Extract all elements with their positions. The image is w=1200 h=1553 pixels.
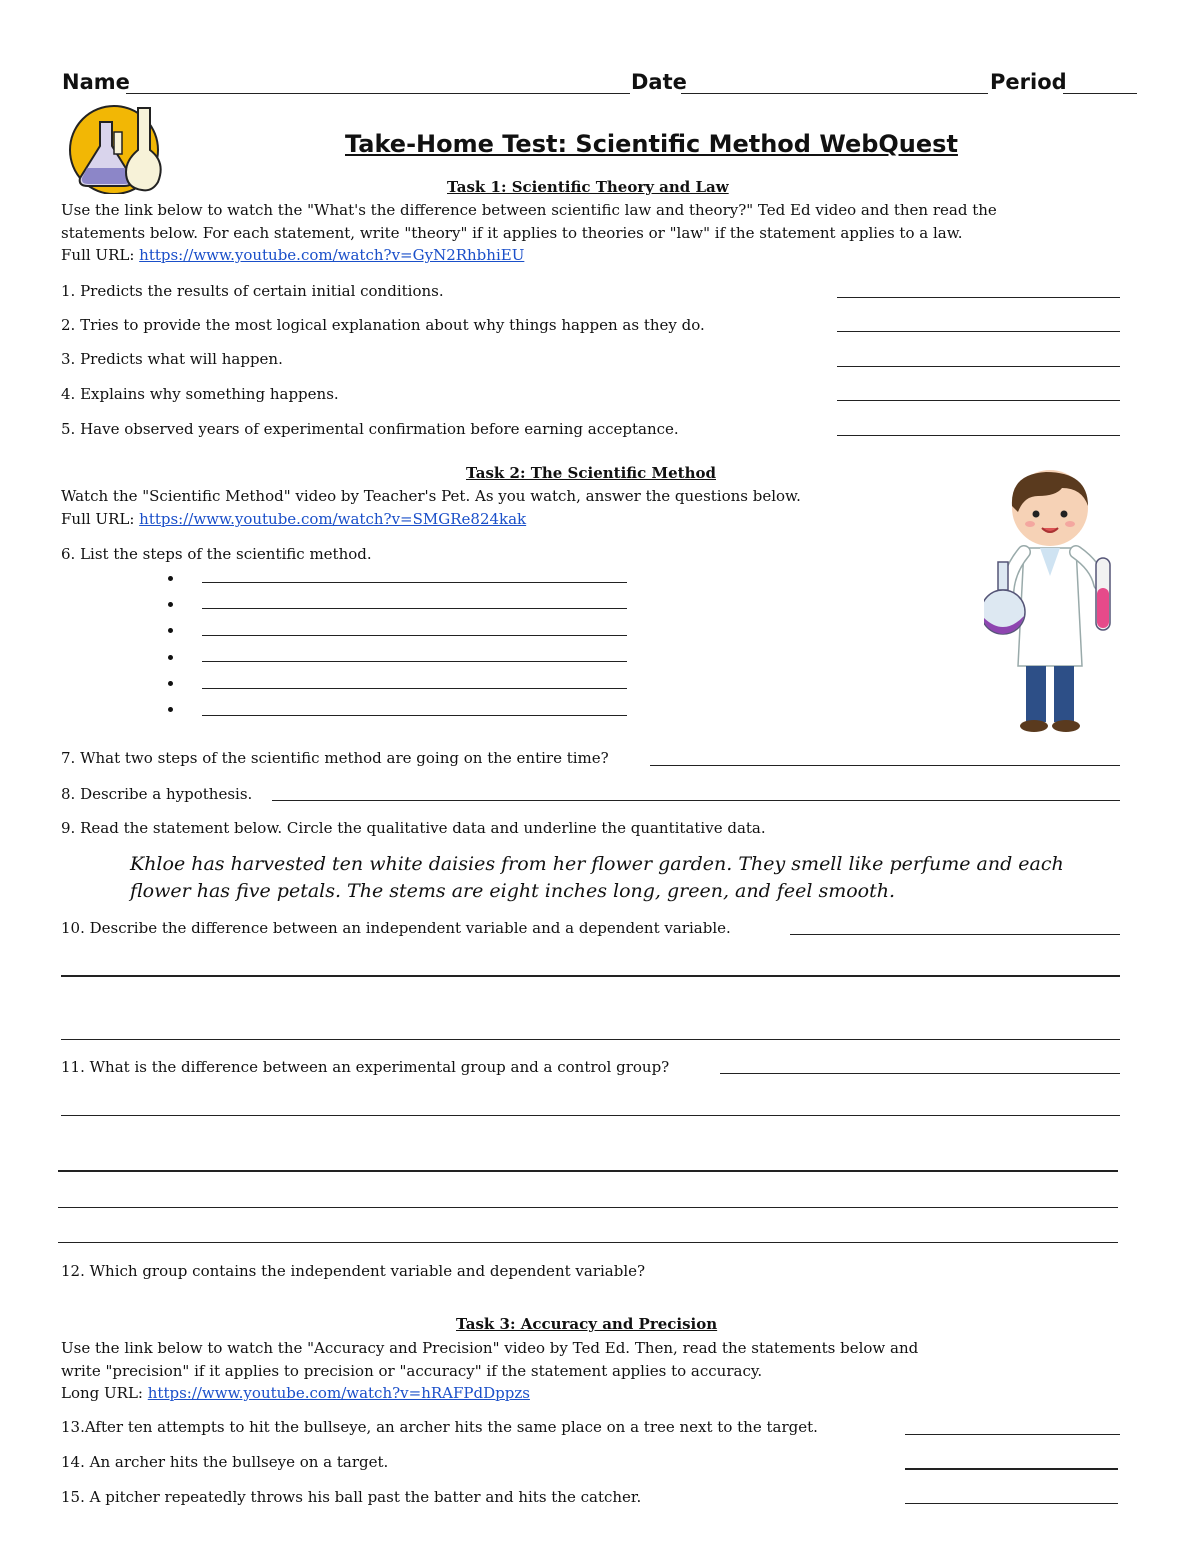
quote-line-1: Khloe has harvested ten white daisies from her flower garden. They smell like perfume and each <box>130 853 1064 875</box>
quote-block <box>130 851 1130 905</box>
answer-line-11e[interactable] <box>58 1242 1118 1243</box>
answer-line-10b[interactable] <box>61 975 1120 977</box>
date-field[interactable] <box>681 93 988 94</box>
task3-url-link[interactable]: https://www.youtube.com/watch?v=hRAFPdDppzs <box>147 1384 530 1402</box>
task3-url-row <box>61 1384 530 1402</box>
question-2: 2. Tries to provide the most logical explanation about why things happen as they do. <box>61 316 705 334</box>
page-title: Take-Home Test: Scientific Method WebQuest <box>345 130 958 158</box>
period-label: Period <box>990 70 1067 94</box>
date-label: Date <box>631 70 687 94</box>
question-13: 13.After ten attempts to hit the bullseye, an archer hits the same place on a tree next to the target. <box>61 1418 818 1436</box>
url-label: Long URL: <box>61 1384 148 1402</box>
question-10: 10. Describe the difference between an independent variable and a dependent variable. <box>61 919 731 937</box>
answer-line-11b[interactable] <box>61 1115 1120 1116</box>
step-line[interactable] <box>202 582 627 583</box>
task1-url-row <box>61 246 524 264</box>
task2-url-link[interactable]: https://www.youtube.com/watch?v=SMGRe824kak <box>139 510 527 528</box>
question-4: 4. Explains why something happens. <box>61 385 339 403</box>
question-15: 15. A pitcher repeatedly throws his ball past the batter and hits the catcher. <box>61 1488 642 1506</box>
name-label: Name <box>62 70 130 94</box>
task2-instructions: Watch the "Scientific Method" video by Teacher's Pet. As you watch, answer the questions below. <box>61 487 801 505</box>
answer-line-11d[interactable] <box>58 1207 1118 1208</box>
answer-line-11c[interactable] <box>58 1170 1118 1172</box>
answer-line-7[interactable] <box>650 765 1120 766</box>
answer-line-10[interactable] <box>790 934 1120 935</box>
question-8: 8. Describe a hypothesis. <box>61 785 253 803</box>
bullet <box>168 655 173 660</box>
task3-instructions-line1: Use the link below to watch the "Accuracy and Precision" video by Ted Ed. Then, read the statements below and <box>61 1339 919 1357</box>
answer-line-1[interactable] <box>837 297 1120 298</box>
task3-instructions-line2: write "precision" if it applies to precision or "accuracy" if the statement applies to accuracy. <box>61 1362 763 1380</box>
question-9: 9. Read the statement below. Circle the qualitative data and underline the quantitative data. <box>61 819 766 837</box>
question-3: 3. Predicts what will happen. <box>61 350 283 368</box>
bullet <box>168 628 173 633</box>
answer-line-8[interactable] <box>272 800 1120 801</box>
task1-instructions-line2: statements below. For each statement, write "theory" if it applies to theories or "law" if the statement applies to a law. <box>61 224 963 242</box>
bullet <box>168 681 173 686</box>
question-6: 6. List the steps of the scientific method. <box>61 545 372 563</box>
answer-line-14[interactable] <box>905 1468 1118 1470</box>
answer-line-10c[interactable] <box>61 1039 1120 1040</box>
step-line[interactable] <box>202 608 627 609</box>
task1-heading: Task 1: Scientific Theory and Law <box>447 178 729 196</box>
answer-line-15[interactable] <box>905 1503 1118 1504</box>
question-14: 14. An archer hits the bullseye on a target. <box>61 1453 389 1471</box>
answer-line-13[interactable] <box>905 1434 1120 1435</box>
task2-url-row <box>61 510 526 528</box>
chemistry-flasks-icon <box>62 102 172 194</box>
task1-url-link[interactable]: https://www.youtube.com/watch?v=GyN2RhbhiEU <box>139 246 525 264</box>
answer-line-4[interactable] <box>837 400 1120 401</box>
task3-heading: Task 3: Accuracy and Precision <box>456 1315 718 1333</box>
answer-line-11[interactable] <box>720 1073 1120 1074</box>
answer-line-5[interactable] <box>837 435 1120 436</box>
question-5: 5. Have observed years of experimental confirmation before earning acceptance. <box>61 420 679 438</box>
answer-line-3[interactable] <box>837 366 1120 367</box>
name-field[interactable] <box>126 93 630 94</box>
step-line[interactable] <box>202 635 627 636</box>
step-line[interactable] <box>202 661 627 662</box>
answer-line-2[interactable] <box>837 331 1120 332</box>
question-7: 7. What two steps of the scientific method are going on the entire time? <box>61 749 609 767</box>
question-1: 1. Predicts the results of certain initial conditions. <box>61 282 444 300</box>
task2-heading: Task 2: The Scientific Method <box>466 464 717 482</box>
bullet <box>168 602 173 607</box>
url-label: Full URL: <box>61 510 140 528</box>
question-12: 12. Which group contains the independent variable and dependent variable? <box>61 1262 646 1280</box>
step-line[interactable] <box>202 688 627 689</box>
scientist-kid-illustration <box>984 466 1124 736</box>
step-line[interactable] <box>202 715 627 716</box>
quote-line-2: flower has five petals. The stems are eight inches long, green, and feel smooth. <box>130 880 896 902</box>
bullet <box>168 707 173 712</box>
task1-instructions-line1: Use the link below to watch the "What's the difference between scientific law and theory?" Ted Ed video and then read the <box>61 201 997 219</box>
period-field[interactable] <box>1063 93 1137 94</box>
url-label: Full URL: <box>61 246 140 264</box>
question-11: 11. What is the difference between an experimental group and a control group? <box>61 1058 670 1076</box>
bullet <box>168 576 173 581</box>
